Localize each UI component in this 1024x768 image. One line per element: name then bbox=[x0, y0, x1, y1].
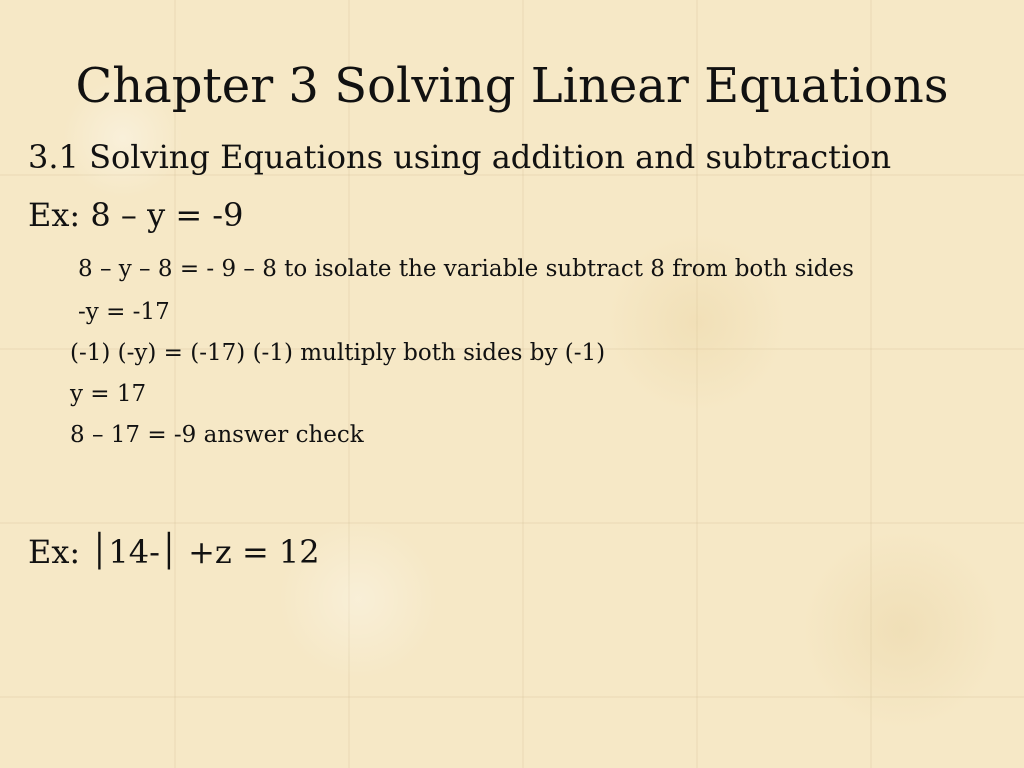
section-heading: 3.1 Solving Equations using addition and subtraction bbox=[28, 138, 892, 176]
example-1-label: Ex: 8 – y = -9 bbox=[28, 196, 244, 234]
example-1-step-5: 8 – 17 = -9 answer check bbox=[70, 422, 364, 448]
example-1-step-3: (-1) (-y) = (-17) (-1) multiply both sides by (-1) bbox=[70, 340, 606, 366]
example-1-step-4: y = 17 bbox=[70, 381, 147, 407]
slide-title: Chapter 3 Solving Linear Equations bbox=[75, 58, 949, 114]
example-1-step-1: 8 – y – 8 = - 9 – 8 to isolate the variable subtract 8 from both sides bbox=[78, 256, 854, 282]
example-2-label: Ex: ׀-14׀ +z = 12 bbox=[28, 533, 320, 571]
example-1-step-2: -y = -17 bbox=[78, 299, 170, 325]
